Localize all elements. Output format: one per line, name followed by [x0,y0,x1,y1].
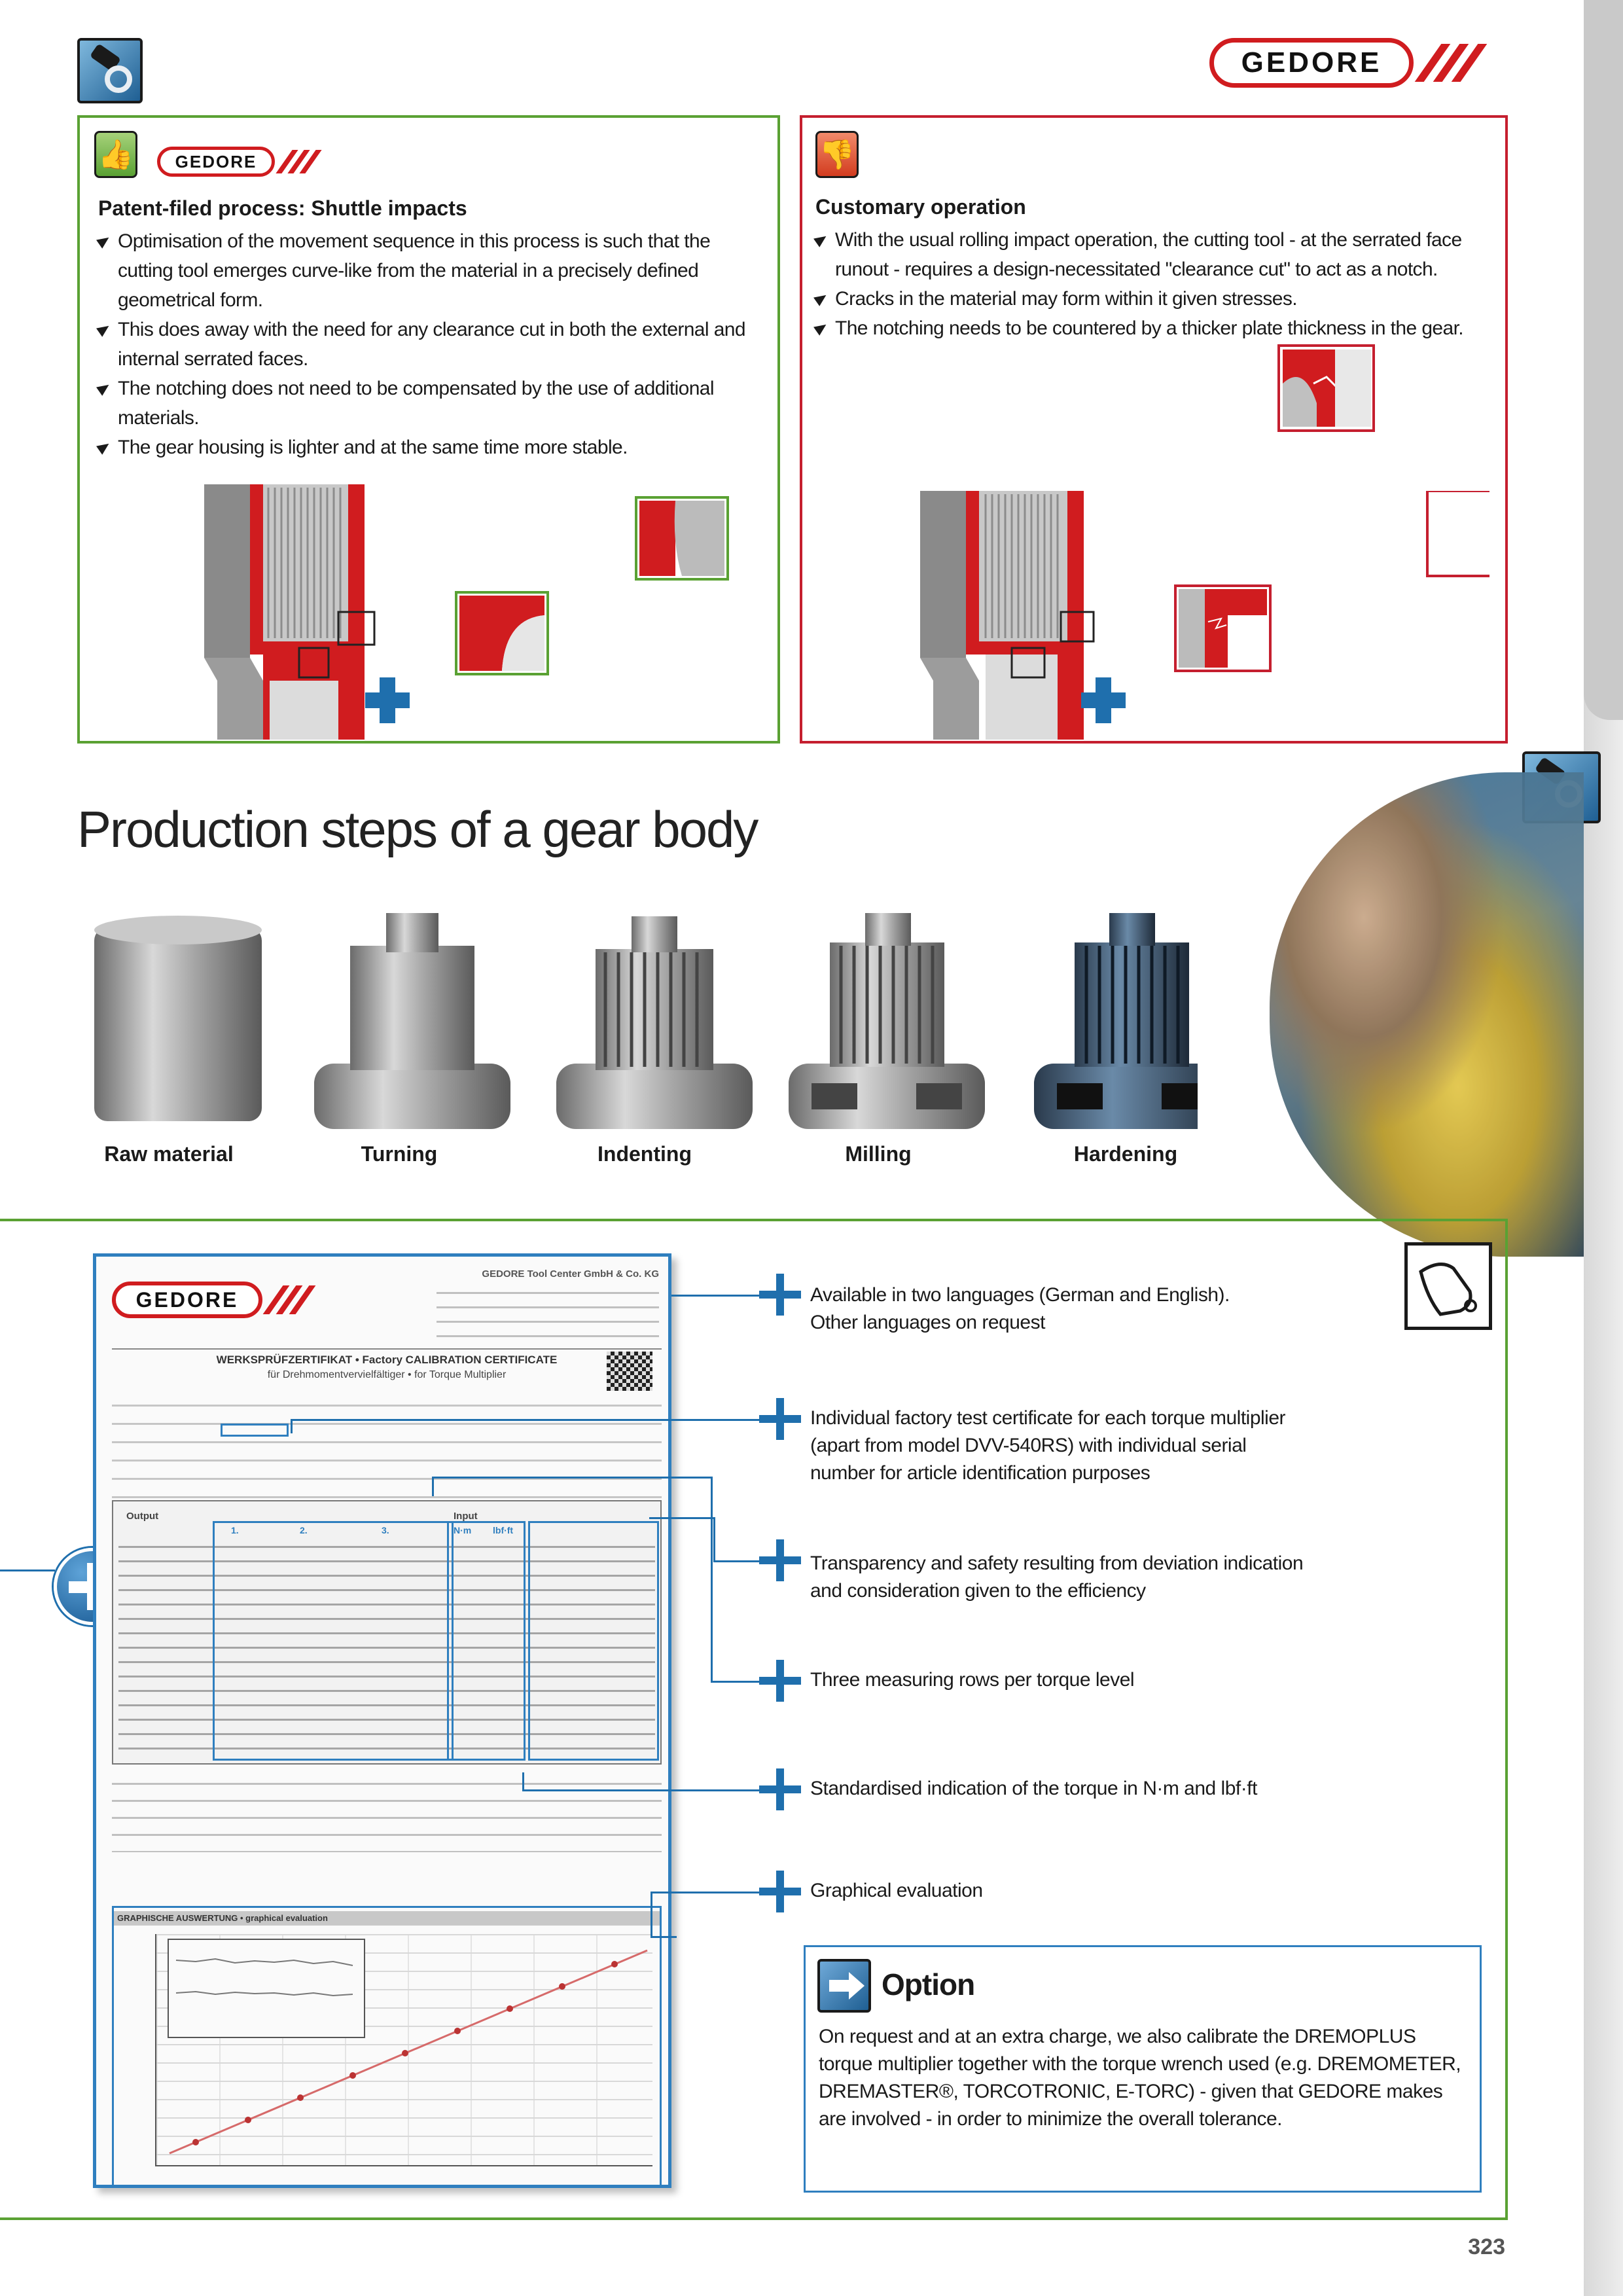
graph-title: GRAPHISCHE AUSWERTUNG • graphical evaluation [112,1911,662,1926]
certificate-brand-logo [112,1282,306,1318]
milling-image [789,913,985,1129]
worker-photo [1270,772,1584,1257]
callout-languages: Available in two languages (German and English). Other languages on request [810,1284,1230,1333]
certificate-meta-lines [112,1394,662,1499]
three-rows-highlight [213,1521,454,1761]
panel-brand-logo [157,147,313,177]
document-hand-icon [1408,1246,1489,1327]
arrow-head [849,1972,865,2000]
input-unit-lbf: lbf·ft [493,1525,514,1535]
callout-connector [651,1892,652,1937]
graph-area [155,1934,652,2166]
bullet-list [98,226,766,462]
callout-connector [651,1892,770,1893]
crack-detail-illustration [1277,344,1448,436]
shuttle-cross-section-illustration [198,484,760,740]
step-label-indenting: Indenting [597,1142,692,1166]
callout-connector [711,1477,713,1681]
callout-connector [432,1477,711,1479]
callout-connector [651,1936,677,1938]
bullet-item: The notching needs to be countered by a thicker plate thickness in the gear. [815,314,1496,343]
bullet-item: With the usual rolling impact operation, the cutting tool - at the serrated face runout - requires a design-necessitated "clearance cut" to act as a notch. [815,225,1496,284]
row-label-3: 3. [382,1525,389,1535]
callout-plus-icon [759,1660,801,1702]
shuttle-impacts-panel [77,115,780,744]
thumbs-up-icon: 👍 [94,131,137,178]
callout-plus-icon [759,1274,801,1316]
step-label-hardening: Hardening [1073,1142,1178,1166]
output-header: Output [126,1511,159,1522]
bullet-item: The gear housing is lighter and at the same time more stable. [98,433,766,462]
callout-connector [713,1517,715,1560]
input-unit-nm: N·m [454,1525,472,1535]
bullet-item: Optimisation of the movement sequence in this process is such that the cutting tool emerges curve-like from the material in a precisely defined geometrical form. [98,226,766,315]
calibration-certificate-image [93,1253,671,2188]
callout-plus-icon [759,1871,801,1912]
callout-connector [291,1419,770,1421]
brand-logo-text: GEDORE [1209,38,1414,88]
callout-measuring-rows: Three measuring rows per torque level [810,1669,1135,1691]
section-right-border [1505,1219,1508,2220]
measurement-table [112,1500,662,1765]
section-top-border [0,1219,1508,1221]
deviation-highlight [528,1521,659,1761]
callout-plus-icon [759,1539,801,1581]
connector-line [0,1570,55,1571]
production-steps-images [85,913,1198,1149]
ring-shape [105,65,132,93]
input-highlight [447,1521,526,1761]
indenting-image [556,916,753,1129]
certificate-title: WERKSPRÜFZERTIFIKAT • Factory CALIBRATION CERTIFICATE [216,1354,558,1366]
callout-plus-icon [759,1768,801,1810]
bullet-item: Cracks in the material may form within it given stresses. [815,284,1496,314]
bullet-item: The notching does not need to be compensated by the use of additional materials. [98,374,766,433]
arrow-shaft [829,1980,851,1992]
hardening-image [1034,913,1198,1129]
step-label-turning: Turning [361,1142,438,1166]
step-label-milling: Milling [845,1142,912,1166]
certificate-company: GEDORE Tool Center GmbH & Co. KG [482,1268,659,1280]
callout-connector [522,1789,770,1791]
callout-connector [522,1772,524,1791]
option-title: Option [882,1967,975,2001]
notes-lines [112,1774,662,1852]
side-tab [1584,0,1623,720]
rolling-cross-section-illustration [914,491,1489,740]
arrow-right-icon [817,1959,871,2013]
thumbs-down-icon: 👎 [815,131,859,178]
callout-certificate: Individual factory test certificate for each torque multiplier (apart from model DVV-540RS) with individual serial number for article identification purposes [810,1407,1286,1484]
torque-multiplier-icon [77,38,143,103]
panel-title: Customary operation [815,195,1026,219]
option-box [804,1945,1482,2193]
production-heading: Production steps of a gear body [77,800,758,858]
serial-number-highlight [221,1424,289,1437]
page-number: 323 [1468,2234,1505,2259]
callout-units: Standardised indication of the torque in N·m and lbf·ft [810,1778,1257,1799]
bullet-item: This does away with the need for any clearance cut in both the external and internal serrated faces. [98,315,766,374]
bullet-list [815,225,1496,343]
turning-image [314,913,510,1129]
callout-connector [291,1419,293,1433]
customary-operation-panel [800,115,1508,744]
panel-title: Patent-filed process: Shuttle impacts [98,196,467,220]
brand-logo [1209,38,1474,88]
option-text: On request and at an extra charge, we also calibrate the DREMOPLUS torque multiplier together with the torque wrench used (e.g. DREMOMETER, DREMASTER®, TORCOTRONIC, E-TORC) - given that GEDORE makes are involved - in order to minimize the overall tolerance. [819,2026,1461,2130]
row-label-2: 2. [300,1525,308,1535]
certificate-logo-text: GEDORE [112,1282,262,1318]
graph-plot [156,1934,654,2166]
callout-connector [432,1477,434,1496]
row-label-1: 1. [231,1525,239,1535]
qr-code [607,1352,652,1391]
divider [112,1348,662,1350]
instruction-manual-icon [1404,1242,1492,1330]
callout-connector [671,1295,770,1297]
step-label-raw-material: Raw material [104,1142,234,1166]
callout-plus-icon [759,1398,801,1440]
address-lines [437,1285,659,1338]
callout-transparency: Transparency and safety resulting from deviation indication and consideration given to the efficiency [810,1552,1304,1602]
section-bottom-border [0,2217,1508,2220]
callout-connector [649,1517,715,1519]
raw-material-image [94,916,262,1121]
certificate-subtitle: für Drehmomentvervielfältiger • for Torque Multiplier [267,1369,507,1380]
panel-logo-text: GEDORE [157,147,275,177]
input-header: Input [454,1511,478,1522]
callout-graphical: Graphical evaluation [810,1880,983,1901]
